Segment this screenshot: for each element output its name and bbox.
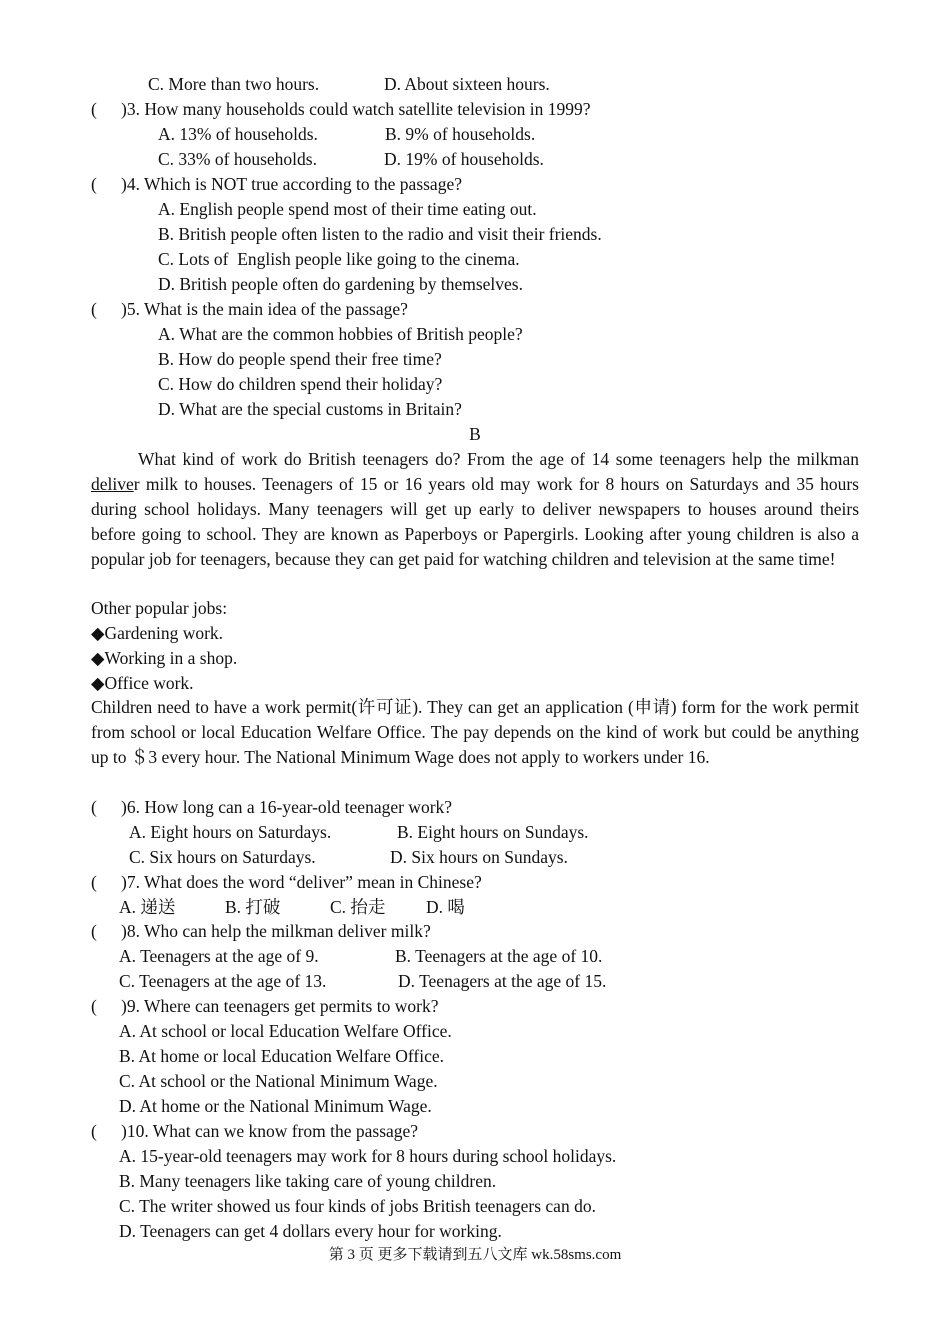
q10-option-b: B. Many teenagers like taking care of young children. [119,1171,497,1191]
q5-option-a: A. What are the common hobbies of British people? [158,324,523,344]
q3-option-a: A. 13% of households. [158,124,318,144]
question-9 [91,994,438,1019]
q10-option-d: D. Teenagers can get 4 dollars every hour for working. [119,1221,502,1241]
question-stem: )8. Who can help the milkman deliver milk? [121,921,431,941]
answer-blank[interactable]: ( [91,921,97,941]
diamond-bullet-icon: ◆ [91,623,105,643]
q6-option-d: D. Six hours on Sundays. [390,847,568,867]
q7-option-d: D. 喝 [426,897,465,917]
question-stem: )5. What is the main idea of the passage? [121,299,408,319]
q3-option-b: B. 9% of households. [385,124,536,144]
question-8 [91,919,431,944]
question-7 [91,870,482,895]
question-10 [91,1119,418,1144]
q9-option-a: A. At school or local Education Welfare Office. [119,1021,452,1041]
diamond-bullet-icon: ◆ [91,648,105,668]
q4-option-b: B. British people often listen to the radio and visit their friends. [158,224,602,244]
question-stem: )6. How long can a 16-year-old teenager work? [121,797,453,817]
question-6 [91,795,452,820]
answer-blank[interactable]: ( [91,872,97,892]
q6-option-a: A. Eight hours on Saturdays. [129,822,332,842]
q4-option-d: D. British people often do gardening by themselves. [158,274,523,294]
answer-blank[interactable]: ( [91,174,97,194]
answer-blank[interactable]: ( [91,99,97,119]
q4-option-a: A. English people spend most of their time eating out. [158,199,537,219]
question-3 [91,97,591,122]
question-5 [91,297,408,322]
q7-option-a: A. 递送 [119,897,176,917]
q5-option-d: D. What are the special customs in Britain? [158,399,462,419]
underlined-word: delive [91,473,134,494]
question-stem: )9. Where can teenagers get permits to work? [121,996,439,1016]
other-jobs-label: Other popular jobs: [91,598,228,618]
q8-option-b: B. Teenagers at the age of 10. [395,946,603,966]
q9-option-b: B. At home or local Education Welfare Office. [119,1046,444,1066]
passage-paragraph-1: What kind of work do British teenagers do? From the age of 14 some teenagers help the milkman deliver milk to houses. Teenagers of 15 or 16 years old may work for 8 hours on Saturdays and 35 hours during school holidays. Many teenagers will get up early to deliver newspapers to houses around theirs before going to school. They are known as Paperboys or Papergirls. Looking after young children is also a popular job for teenagers, because they can get paid for watching children and television at the same time! [91,449,859,569]
question-4 [91,172,462,197]
q6-option-b: B. Eight hours on Sundays. [397,822,589,842]
q3-option-d: D. 19% of households. [384,149,544,169]
question-stem: )4. Which is NOT true according to the passage? [121,174,462,194]
question-stem: )7. What does the word “deliver” mean in Chinese? [121,872,482,892]
diamond-bullet-icon: ◆ [91,673,105,693]
q9-option-d: D. At home or the National Minimum Wage. [119,1096,432,1116]
q2-option-d: D. About sixteen hours. [384,74,550,94]
q7-option-b: B. 打破 [225,897,281,917]
q3-option-c: C. 33% of households. [158,149,317,169]
q8-option-a: A. Teenagers at the age of 9. [119,946,319,966]
q6-option-c: C. Six hours on Saturdays. [129,847,316,867]
q10-option-a: A. 15-year-old teenagers may work for 8 hours during school holidays. [119,1146,617,1166]
job-list-item: ◆Gardening work. [91,623,224,643]
q5-option-c: C. How do children spend their holiday? [158,374,443,394]
passage-paragraph-2: Children need to have a work permit(许可证). They can get an application (申请) form for the work permit from school or local Education Welfare Office. The pay depends on the kind of work but could be anything up to ＄3 every hour. The National Minimum Wage does not apply to workers under 16. [91,697,859,767]
answer-blank[interactable]: ( [91,797,97,817]
page-footer: 第 3 页 更多下载请到五八文库 wk.58sms.com [328,1247,622,1263]
q10-option-c: C. The writer showed us four kinds of jobs British teenagers can do. [119,1196,596,1216]
answer-blank[interactable]: ( [91,299,97,319]
q4-option-c: C. Lots of English people like going to the cinema. [158,249,520,269]
q8-option-c: C. Teenagers at the age of 13. [119,971,327,991]
job-list-item: ◆Office work. [91,673,194,693]
q9-option-c: C. At school or the National Minimum Wage. [119,1071,438,1091]
section-b-heading: B [469,424,481,444]
question-stem: )10. What can we know from the passage? [121,1121,419,1141]
answer-blank[interactable]: ( [91,1121,97,1141]
answer-blank[interactable]: ( [91,996,97,1016]
q5-option-b: B. How do people spend their free time? [158,349,442,369]
job-list-item: ◆Working in a shop. [91,648,238,668]
q2-option-c: C. More than two hours. [148,74,320,94]
q7-option-c: C. 抬走 [330,897,386,917]
q8-option-d: D. Teenagers at the age of 15. [398,971,607,991]
question-stem: )3. How many households could watch satellite television in 1999? [121,99,591,119]
